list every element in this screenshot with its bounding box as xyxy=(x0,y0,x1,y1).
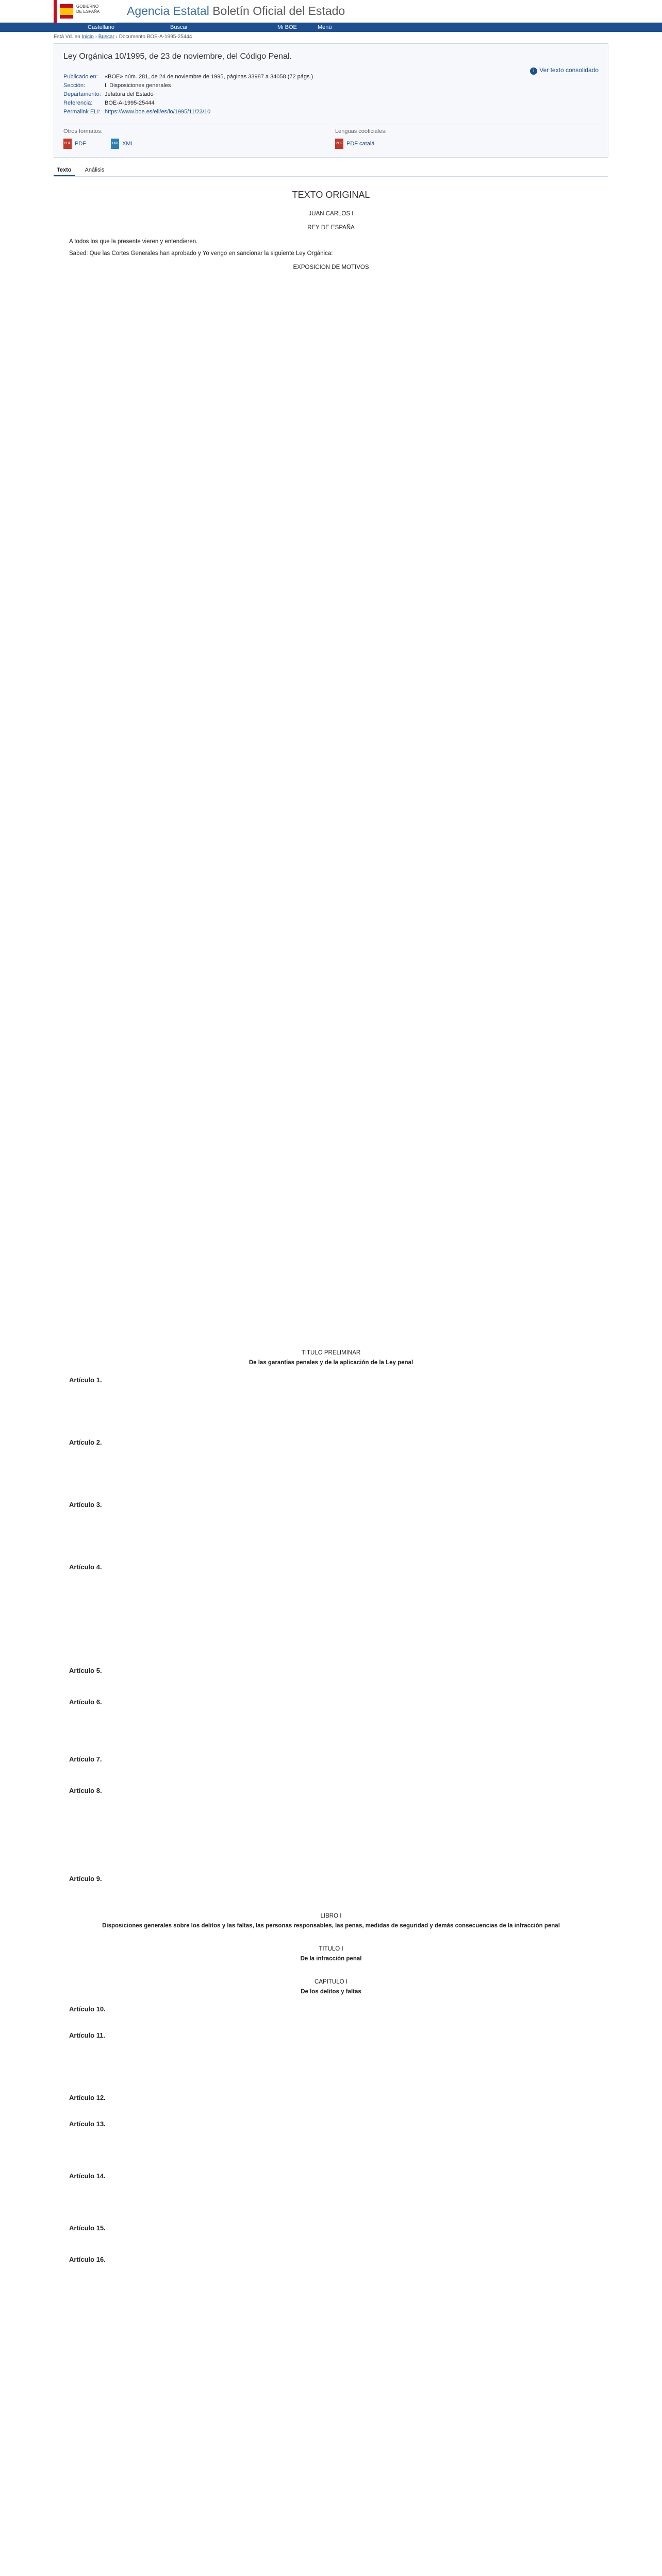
government-logo[interactable] xyxy=(54,0,117,23)
meta-value: Jefatura del Estado xyxy=(105,91,154,97)
article-heading: Artículo 5. xyxy=(69,1667,102,1674)
chapter-subheading: De los delitos y faltas xyxy=(301,1989,361,1995)
breadcrumb: Está Vd. en Inicio › Buscar › Documento BOE-A-1995-25444 xyxy=(54,34,192,40)
nav-mi-boe[interactable]: Mi BOE xyxy=(277,24,297,30)
meta-value: BOE-A-1995-25444 xyxy=(105,100,155,106)
meta-value: «BOE» núm. 281, de 24 de noviembre de 1995, páginas 33987 a 34058 (72 págs.) xyxy=(105,74,313,80)
pdf-link[interactable] xyxy=(63,139,86,149)
info-icon: i xyxy=(530,67,537,75)
article-heading: Artículo 3. xyxy=(69,1501,102,1509)
gov-line: DE ESPAÑA xyxy=(76,9,100,14)
consolidated-label: Ver texto consolidado xyxy=(539,66,599,74)
permalink-eli[interactable]: https://www.boe.es/eli/es/lo/1995/11/23/10 xyxy=(105,109,211,115)
title-heading: TITULO I xyxy=(319,1946,343,1952)
spain-coat-of-arms-icon xyxy=(60,4,73,19)
brand-agency: Agencia Estatal xyxy=(127,4,209,18)
meta-key: Permalink ELI: xyxy=(63,109,101,115)
article-heading: Artículo 9. xyxy=(69,1875,102,1883)
exposicion-de-motivos xyxy=(69,278,593,1334)
meta-row xyxy=(63,73,599,81)
pdf-catala-label: PDF catalá xyxy=(346,141,375,147)
other-formats xyxy=(63,125,327,149)
intro-paragraph: Sabed: Que las Cortes Generales han aprobado y Yo vengo en sancionar la siguiente Ley Orgánica: xyxy=(69,250,333,257)
nav-menu[interactable]: Menú xyxy=(318,24,332,30)
boe-brand[interactable] xyxy=(127,4,345,18)
article-heading: Artículo 16. xyxy=(69,2256,106,2263)
meta-row xyxy=(63,90,599,99)
meta-key: Referencia: xyxy=(63,100,93,106)
meta-row xyxy=(63,81,599,90)
gov-line: GOBIERNO xyxy=(76,4,99,9)
article-heading: Artículo 2. xyxy=(69,1438,102,1446)
article-heading: Artículo 7. xyxy=(69,1755,102,1763)
top-nav xyxy=(0,23,662,32)
book-heading: LIBRO I xyxy=(320,1913,342,1919)
article-heading: Artículo 6. xyxy=(69,1698,102,1706)
xml-link[interactable] xyxy=(111,139,134,149)
title-heading: TITULO PRELIMINAR xyxy=(301,1350,361,1356)
tab-analisis[interactable]: Análisis xyxy=(85,167,105,173)
coofficial-languages xyxy=(335,125,599,149)
meta-key: Sección: xyxy=(63,82,86,89)
brand-boe: Boletín Oficial del Estado xyxy=(212,4,345,18)
chapter-heading: CAPITULO I xyxy=(315,1979,347,1985)
pdf-icon: PDF xyxy=(63,139,72,149)
text-heading: TEXTO ORIGINAL xyxy=(292,190,370,200)
pdf-catala-link[interactable] xyxy=(335,139,374,149)
pdf-label: PDF xyxy=(75,141,86,147)
formats-label: Otros formatos: xyxy=(63,128,103,134)
pdf-icon: PDF xyxy=(335,139,343,149)
breadcrumb-current: Documento BOE-A-1995-25444 xyxy=(119,34,192,40)
xml-icon: XML xyxy=(111,139,119,149)
xml-label: XML xyxy=(122,141,134,147)
king-name: JUAN CARLOS I xyxy=(308,211,354,217)
meta-key: Departamento: xyxy=(63,91,101,97)
article-heading: Artículo 14. xyxy=(69,2172,106,2180)
breadcrumb-label: Está Vd. en xyxy=(54,34,80,40)
language-selector[interactable]: Castellano xyxy=(88,24,114,30)
nav-search[interactable]: Buscar xyxy=(170,24,188,30)
king-title: REY DE ESPAÑA xyxy=(307,225,355,231)
article-heading: Artículo 10. xyxy=(69,2005,106,2013)
tab-texto[interactable]: Texto xyxy=(54,165,75,176)
article-heading: Artículo 1. xyxy=(69,1376,102,1384)
document-body xyxy=(54,177,608,2278)
meta-row xyxy=(63,99,599,108)
article-heading: Artículo 4. xyxy=(69,1563,102,1571)
title-subheading: De las garantías penales y de la aplicación de la Ley penal xyxy=(249,1360,413,1366)
title-subheading: De la infracción penal xyxy=(300,1956,362,1962)
top-header xyxy=(0,0,662,23)
breadcrumb-buscar[interactable]: Buscar xyxy=(98,34,114,40)
document-tabs xyxy=(54,165,608,177)
consolidated-link[interactable] xyxy=(530,66,599,75)
document-title: Ley Orgánica 10/1995, de 23 de noviembre, del Código Penal. xyxy=(63,52,292,61)
intro-paragraph: A todos los que la presente vieren y entendieren. xyxy=(69,239,198,245)
article-heading: Artículo 11. xyxy=(69,2031,106,2039)
meta-value: I. Disposiciones generales xyxy=(105,82,171,89)
meta-row xyxy=(63,108,599,116)
breadcrumb-home[interactable]: Inicio xyxy=(81,34,94,40)
section-heading: EXPOSICION DE MOTIVOS xyxy=(293,264,369,270)
article-heading: Artículo 8. xyxy=(69,1787,102,1794)
langs-label: Lenguas cooficiales: xyxy=(335,128,387,134)
article-heading: Artículo 12. xyxy=(69,2094,106,2102)
document-card xyxy=(54,43,608,158)
article-heading: Artículo 13. xyxy=(69,2120,106,2128)
meta-key: Publicado en: xyxy=(63,74,98,80)
article-heading: Artículo 15. xyxy=(69,2224,106,2232)
book-subheading: Disposiciones generales sobre los delitos y las faltas, las personas responsables, las penas, medidas de seguridad y demás consecuencias de la infracción penal xyxy=(102,1923,560,1929)
document-metadata xyxy=(63,73,599,116)
